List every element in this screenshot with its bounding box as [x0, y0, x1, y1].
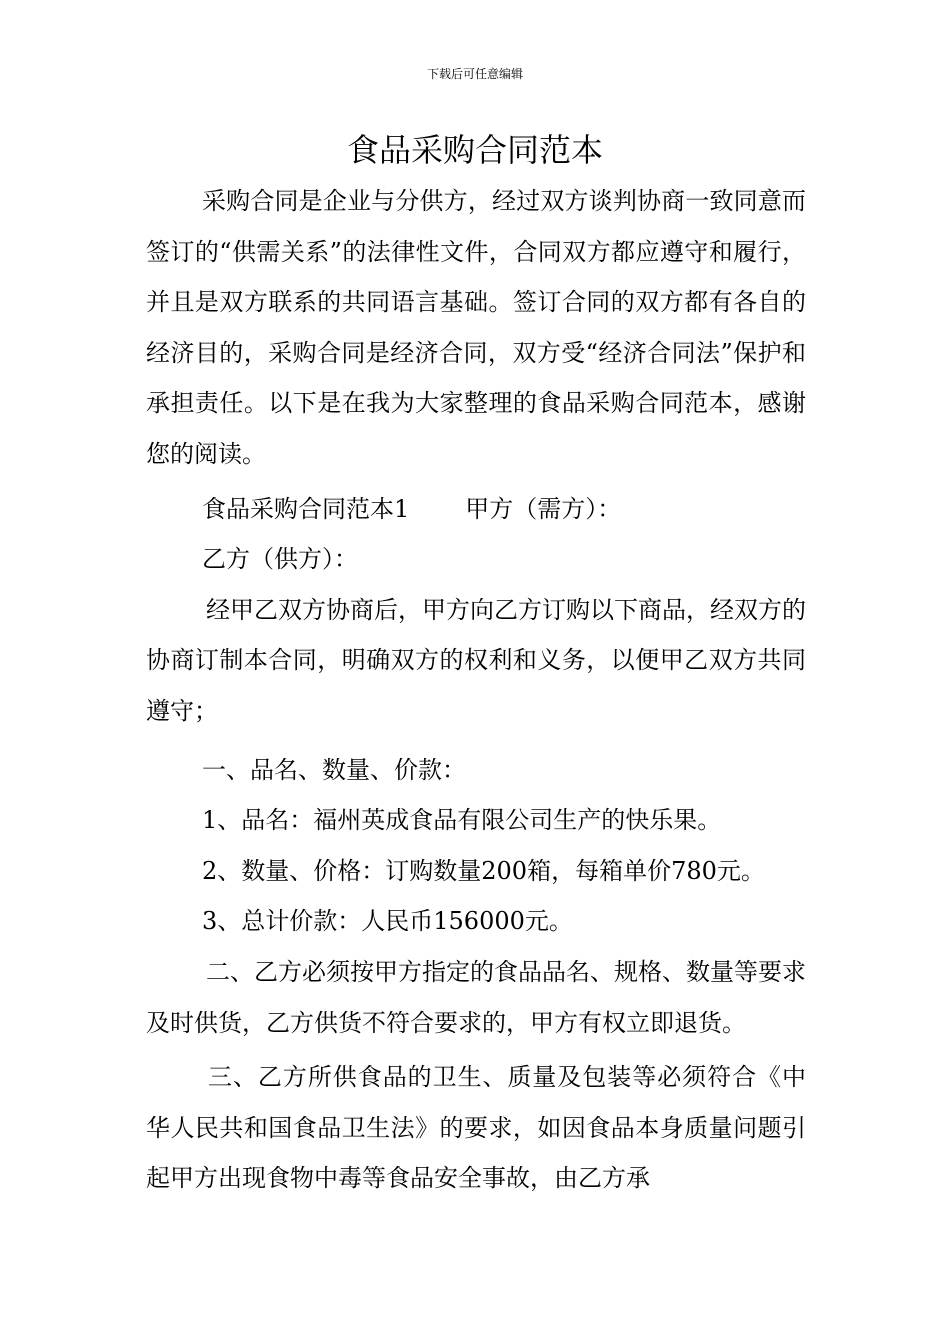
- item-quantity-price: 2、数量、价格：订购数量200箱，每箱单价780元。: [202, 856, 765, 885]
- intro-paragraph: 采购合同是企业与分供方，经过双方谈判协商一致同意而签订的“供需关系”的法律性文件，合同双方都应遵守和履行，并且是双方联系的共同语言基础。签订合同的双方都有各自的经济目的，采购合同是经济合同，双方受“经济合同法”保护和承担责任。以下是在我为大家整理的食品采购合同范本，感谢您的阅读。: [146, 187, 806, 468]
- section1-heading: 一、品名、数量、价款：: [202, 755, 466, 784]
- party-a-label: 甲方（需方）：: [465, 494, 622, 523]
- document-title: 食品采购合同范本: [346, 131, 603, 169]
- sample-heading-line: [146, 484, 806, 535]
- section3-paragraph: 三、乙方所供食品的卫生、质量及包装等必须符合《中华人民共和国食品卫生法》的要求，如因食品本身质量问题引起甲方出现食物中毒等食品安全事故，由乙方承: [146, 1063, 806, 1193]
- header-note: 下载后可任意编辑: [426, 67, 523, 81]
- section2-paragraph: 二、乙方必须按甲方指定的食品品名、规格、数量等要求及时供货，乙方供货不符合要求的，甲方有权立即退货。: [146, 957, 806, 1037]
- party-b-label: 乙方（供方）：: [202, 545, 358, 574]
- sample-heading: 食品采购合同范本1: [202, 494, 410, 523]
- item-product-name: 1、品名：福州英成食品有限公司生产的快乐果。: [202, 806, 722, 835]
- preamble-paragraph: 经甲乙双方协商后，甲方向乙方订购以下商品，经双方的协商订制本合同，明确双方的权利和义务，以便甲乙双方共同遵守；: [146, 595, 806, 725]
- document-body: [146, 176, 806, 1204]
- item-total-price: 3、总计价款：人民币156000元。: [202, 907, 573, 936]
